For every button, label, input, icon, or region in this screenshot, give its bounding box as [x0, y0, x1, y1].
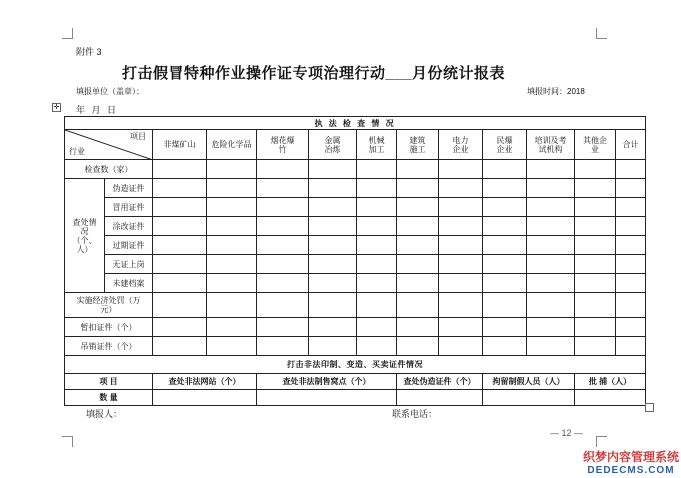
column-header: 危险化学品 [207, 130, 257, 160]
data-cell[interactable] [616, 274, 646, 293]
row-sublabel: 过期证件 [105, 236, 153, 255]
data-cell[interactable] [439, 179, 483, 198]
data-cell[interactable] [575, 318, 616, 337]
column-header: 机械加工 [357, 130, 397, 160]
data-cell[interactable] [397, 160, 439, 179]
data-cell[interactable] [397, 318, 439, 337]
crop-mark-bottom-right [596, 436, 607, 447]
corner-header-bottom: 行业 [69, 147, 85, 156]
data-cell[interactable] [439, 293, 483, 318]
corner-header-top: 项目 [130, 132, 146, 141]
row-label-fine: 实施经济处罚（万元） [65, 293, 153, 318]
data-cell[interactable] [397, 217, 439, 236]
data-cell[interactable] [153, 318, 207, 337]
data-cell[interactable] [357, 318, 397, 337]
data-cell[interactable] [207, 255, 257, 274]
data-cell[interactable] [309, 217, 357, 236]
data-cell[interactable] [397, 293, 439, 318]
data-cell[interactable] [309, 160, 357, 179]
data-cell[interactable] [439, 337, 483, 356]
data-cell[interactable] [309, 179, 357, 198]
row-sublabel: 冒用证件 [105, 198, 153, 217]
row-group-label [65, 179, 105, 293]
data-cell[interactable] [527, 217, 575, 236]
data-cell[interactable] [397, 236, 439, 255]
data-cell[interactable] [153, 274, 207, 293]
data-cell[interactable] [357, 160, 397, 179]
data-cell[interactable] [616, 198, 646, 217]
statistics-table [64, 116, 646, 406]
data-cell[interactable] [309, 255, 357, 274]
data-cell[interactable] [257, 337, 309, 356]
data-cell[interactable] [257, 179, 309, 198]
data-cell[interactable] [527, 318, 575, 337]
column-header: 培训及考试机构 [527, 130, 575, 160]
bottom-header: 查处非法网站（个） [153, 374, 257, 390]
data-cell[interactable] [257, 390, 397, 406]
data-cell[interactable] [575, 255, 616, 274]
column-header: 电力企业 [439, 130, 483, 160]
data-cell[interactable] [439, 217, 483, 236]
data-cell[interactable] [357, 236, 397, 255]
data-cell[interactable] [483, 160, 527, 179]
data-cell[interactable] [397, 390, 483, 406]
data-cell[interactable] [207, 198, 257, 217]
data-cell[interactable] [527, 198, 575, 217]
reporting-unit-label: 填报单位（盖章）： [76, 87, 144, 96]
attachment-label: 附件 3 [76, 47, 102, 57]
data-cell[interactable] [616, 236, 646, 255]
data-cell[interactable] [575, 390, 646, 406]
bottom-header: 拘留制假人员（人） [483, 374, 575, 390]
column-header: 建筑施工 [397, 130, 439, 160]
data-cell[interactable] [357, 293, 397, 318]
data-cell[interactable] [527, 274, 575, 293]
data-cell[interactable] [257, 160, 309, 179]
bottom-header: 查处伪造证件（个） [397, 374, 483, 390]
data-cell[interactable] [439, 236, 483, 255]
data-cell[interactable] [483, 236, 527, 255]
data-cell[interactable] [439, 318, 483, 337]
column-header: 金属冶炼 [309, 130, 357, 160]
data-cell[interactable] [153, 255, 207, 274]
row-sublabel: 未建档案 [105, 274, 153, 293]
data-cell[interactable] [527, 179, 575, 198]
data-cell[interactable] [153, 160, 207, 179]
data-cell[interactable] [483, 198, 527, 217]
data-cell[interactable] [616, 179, 646, 198]
document-title: 打击假冒特种作业操作证专项治理行动___月份统计报表 [122, 65, 506, 82]
data-cell[interactable] [483, 179, 527, 198]
data-cell[interactable] [527, 255, 575, 274]
column-header: 非煤矿山 [153, 130, 207, 160]
row-label-inspect-count: 检查数（家） [65, 160, 153, 179]
data-cell[interactable] [357, 217, 397, 236]
data-cell[interactable] [357, 274, 397, 293]
watermark-line1: 织梦内容管理系统 [582, 450, 679, 464]
data-cell[interactable] [483, 274, 527, 293]
crop-mark-bottom-left [62, 436, 73, 447]
row-sublabel: 涂改证件 [105, 217, 153, 236]
data-cell[interactable] [397, 274, 439, 293]
data-cell[interactable] [397, 337, 439, 356]
data-cell[interactable] [207, 318, 257, 337]
section-title-inspection: 执 法 检 查 情 况 [65, 117, 646, 130]
watermark-line2: DEDECMS.COM [587, 465, 675, 476]
data-cell[interactable] [309, 318, 357, 337]
data-cell[interactable] [483, 217, 527, 236]
data-cell[interactable] [357, 255, 397, 274]
corner-header-cell [65, 130, 153, 160]
page-number: — 12 — [550, 428, 584, 438]
data-cell[interactable] [309, 293, 357, 318]
data-cell[interactable] [257, 255, 309, 274]
data-cell[interactable] [439, 274, 483, 293]
data-cell[interactable] [527, 160, 575, 179]
data-cell[interactable] [153, 390, 257, 406]
column-header: 其他企业 [575, 130, 616, 160]
data-cell[interactable] [575, 217, 616, 236]
data-cell[interactable] [575, 198, 616, 217]
data-cell[interactable] [397, 179, 439, 198]
data-cell[interactable] [483, 255, 527, 274]
data-cell[interactable] [257, 274, 309, 293]
data-cell[interactable] [616, 160, 646, 179]
table-resize-handle-icon[interactable] [645, 403, 654, 412]
data-cell[interactable] [309, 274, 357, 293]
data-cell[interactable] [207, 217, 257, 236]
row-sublabel: 伪造证件 [105, 179, 153, 198]
data-cell[interactable] [257, 198, 309, 217]
bottom-row-label: 数 量 [65, 390, 153, 406]
data-cell[interactable] [207, 293, 257, 318]
data-cell[interactable] [309, 337, 357, 356]
bottom-header: 查处非法制售窝点（个） [257, 374, 397, 390]
data-cell[interactable] [357, 198, 397, 217]
data-cell[interactable] [575, 274, 616, 293]
phone-label: 联系电话： [392, 409, 438, 419]
bottom-header: 项 目 [65, 374, 153, 390]
data-cell[interactable] [575, 236, 616, 255]
row-label-suspend: 暂扣证件（个） [65, 318, 153, 337]
data-cell[interactable] [616, 217, 646, 236]
data-cell[interactable] [616, 255, 646, 274]
data-cell[interactable] [207, 179, 257, 198]
data-cell[interactable] [357, 337, 397, 356]
data-cell[interactable] [207, 337, 257, 356]
data-cell[interactable] [309, 198, 357, 217]
data-cell[interactable] [575, 293, 616, 318]
data-cell[interactable] [483, 390, 575, 406]
crop-mark-top-right [596, 28, 607, 39]
data-cell[interactable] [575, 337, 616, 356]
data-cell[interactable] [483, 318, 527, 337]
bottom-header: 批 捕（人） [575, 374, 646, 390]
data-cell[interactable] [527, 236, 575, 255]
crop-mark-top-left [62, 28, 73, 39]
data-cell[interactable] [397, 255, 439, 274]
data-cell[interactable] [483, 337, 527, 356]
data-cell[interactable] [153, 236, 207, 255]
data-cell[interactable] [257, 236, 309, 255]
data-cell[interactable] [357, 179, 397, 198]
data-cell[interactable] [483, 293, 527, 318]
watermark [583, 448, 679, 476]
data-cell[interactable] [153, 337, 207, 356]
column-header: 民爆企业 [483, 130, 527, 160]
data-cell[interactable] [616, 318, 646, 337]
data-cell[interactable] [207, 160, 257, 179]
column-header: 合计 [616, 130, 646, 160]
table-move-handle-icon[interactable]: ✛ [53, 104, 60, 111]
data-cell[interactable] [153, 217, 207, 236]
data-cell[interactable] [257, 318, 309, 337]
section-title-illegal: 打击非法印制、变造、买卖证件情况 [65, 356, 646, 374]
column-header: 烟花爆竹 [257, 130, 309, 160]
data-cell[interactable] [153, 198, 207, 217]
data-cell[interactable] [439, 255, 483, 274]
data-cell[interactable] [309, 236, 357, 255]
row-label-revoke: 吊销证件（个） [65, 337, 153, 356]
data-cell[interactable] [153, 293, 207, 318]
date-line: 年 月 日 [76, 105, 119, 115]
data-cell[interactable] [257, 293, 309, 318]
data-cell[interactable] [527, 337, 575, 356]
data-cell[interactable] [207, 274, 257, 293]
data-cell[interactable] [207, 236, 257, 255]
data-cell[interactable] [439, 160, 483, 179]
data-cell[interactable] [575, 179, 616, 198]
data-cell[interactable] [616, 293, 646, 318]
reporting-time-label: 填报时间：2018 [527, 87, 585, 96]
data-cell[interactable] [527, 293, 575, 318]
data-cell[interactable] [439, 198, 483, 217]
data-cell[interactable] [257, 217, 309, 236]
data-cell[interactable] [153, 179, 207, 198]
data-cell[interactable] [575, 160, 616, 179]
filler-label: 填报人： [86, 409, 123, 419]
data-cell[interactable] [616, 337, 646, 356]
data-cell[interactable] [397, 198, 439, 217]
row-group-label-text: 查处情况（个、人） [72, 217, 97, 254]
row-sublabel: 无证上岗 [105, 255, 153, 274]
